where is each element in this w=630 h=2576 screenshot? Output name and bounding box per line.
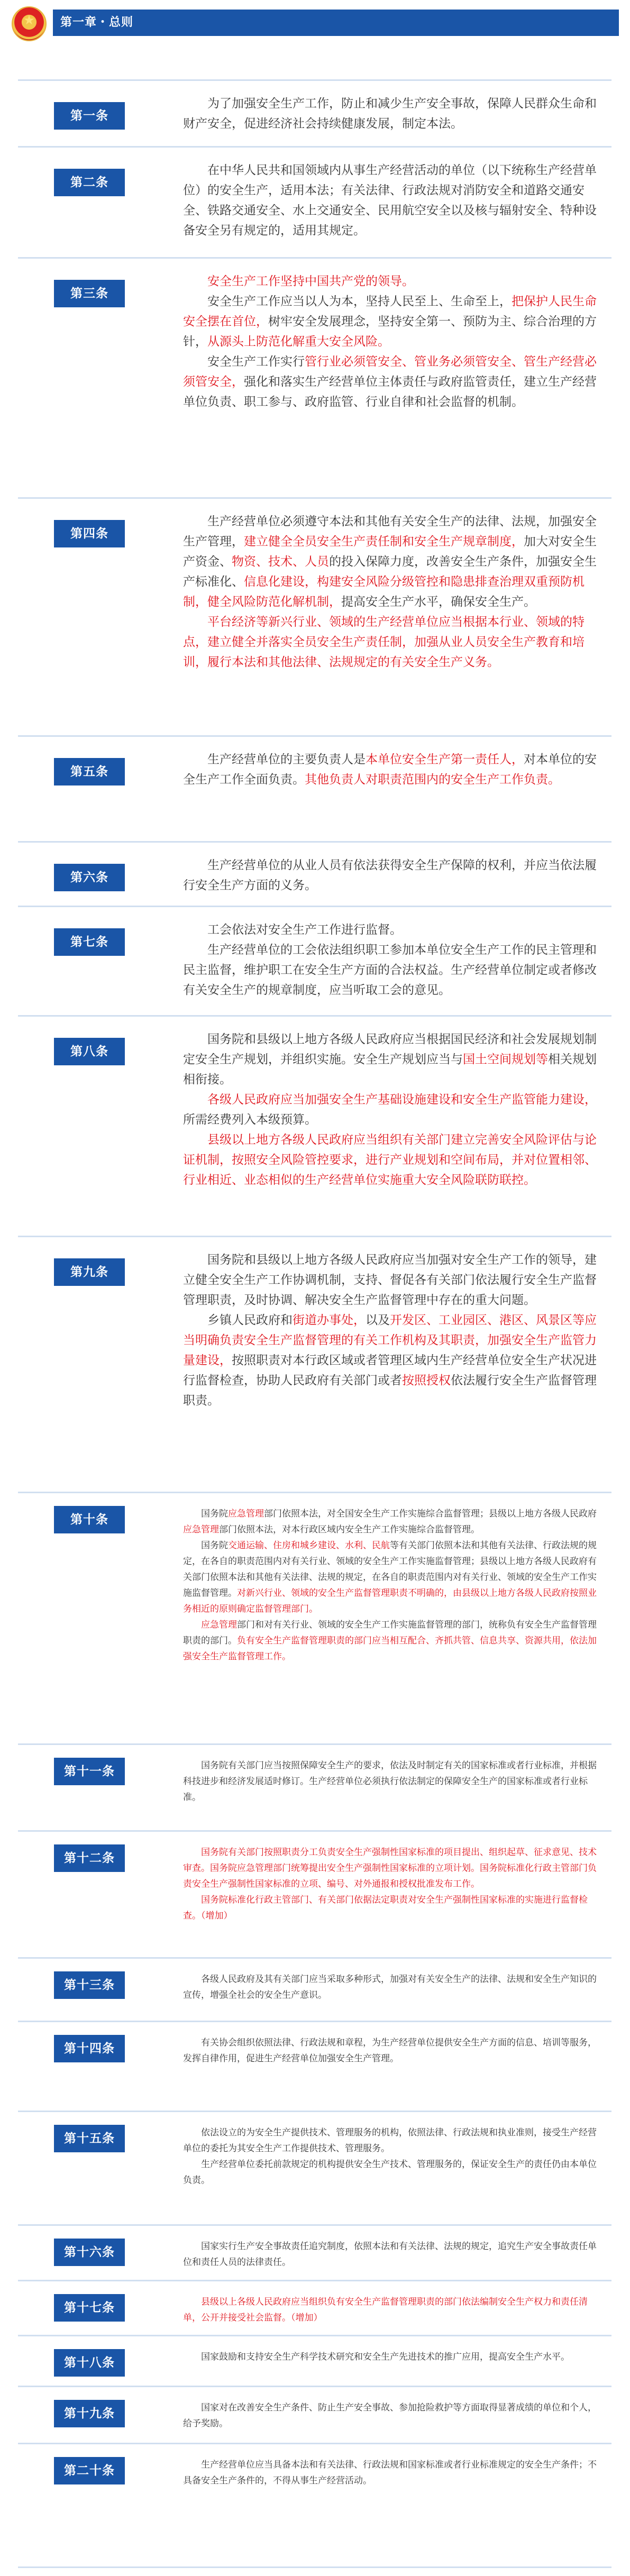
article-paragraph — [183, 1130, 601, 1190]
highlighted-text: 对新兴行业、领域的安全生产监督管理职责不明确的，由县级以上地方各级人民政府按照业务相近的原则确定监督管理部门。 — [183, 1588, 597, 1614]
article-paragraph — [183, 1971, 601, 2003]
highlighted-text: 开发区、 — [390, 1313, 439, 1327]
body-text: 强化和落实生产经营单位主体责任与政府监管责任，建立生产经营单位负责、职工参与、政府监管、行业自律和社会监督的机制。 — [183, 375, 597, 409]
article-paragraph — [183, 511, 601, 612]
article-label: 第四条 — [54, 520, 125, 547]
article-body — [183, 2125, 601, 2188]
body-text: 工会依法对安全生产工作进行监督。 — [207, 923, 402, 937]
article-paragraph — [183, 2349, 601, 2365]
article-paragraph — [183, 271, 601, 291]
body-text: 生产经营单位委托前款规定的机构提供安全生产技术、管理服务的，保证安全生产的责任仍由本单位负责。 — [183, 2159, 597, 2186]
article-body — [183, 271, 601, 412]
article-paragraph — [183, 94, 601, 134]
article-paragraph — [183, 940, 601, 1000]
article-8 — [18, 1015, 611, 1234]
article-paragraph — [183, 2400, 601, 2432]
article-label: 第二十条 — [54, 2457, 125, 2484]
highlighted-text: 街道办事处， — [293, 1313, 366, 1327]
article-label: 第十七条 — [54, 2294, 125, 2322]
article-label: 第十五条 — [54, 2125, 125, 2152]
article-5 — [18, 735, 611, 832]
article-label: 第十四条 — [54, 2035, 125, 2062]
body-text: 以及 — [366, 1313, 390, 1327]
article-label: 第五条 — [54, 758, 125, 785]
article-paragraph — [183, 2239, 601, 2270]
article-20 — [18, 2443, 611, 2566]
article-17 — [18, 2280, 611, 2329]
body-text: 树牢安全发展理念，坚持安全第一、预防为主、综合治理的方针， — [183, 315, 597, 349]
article-paragraph — [183, 352, 601, 412]
article-paragraph — [183, 1250, 601, 1310]
article-label: 第十条 — [54, 1506, 125, 1533]
body-text: 等有关部门依照本法和其他有关法律、行政法规的规定，在各自的职责范围内对有关行业、领域的安全生产工作实施监督管理；县级以上地方各级人民政府有关部门依照本法和其他有关法律、法规的规定，在各自的职责范围内对有关行业、领域的安全生产工作实施监督管理。 — [183, 1540, 597, 1598]
article-label: 第十九条 — [54, 2400, 125, 2427]
body-text: 对本单位的安全生产工作全面负责。 — [183, 753, 597, 787]
article-label: 第九条 — [54, 1258, 125, 1286]
article-12 — [18, 1830, 611, 1951]
body-text: 为了加强安全生产工作，防止和减少生产安全事故，保障人民群众生命和财产安全，促进经济社会持续健康发展，制定本法。 — [183, 97, 597, 131]
body-text: 国务院 — [201, 1540, 228, 1551]
article-body — [183, 2400, 601, 2432]
body-text: 加大对安全生产资金、 — [183, 535, 597, 569]
highlighted-text: 交通运输、住房和城乡建设、水利、民航 — [228, 1540, 390, 1551]
article-19 — [18, 2386, 611, 2435]
body-text: 部门和对有关行业、领域的安全生产工作实施监督管理的部门，统称负有安全生产监督管理职责的部门。 — [183, 1620, 597, 1646]
article-2 — [18, 146, 611, 248]
article-body — [183, 1506, 601, 1665]
article-15 — [18, 2111, 611, 2218]
bottom-divider — [18, 2566, 611, 2568]
article-label: 第十八条 — [54, 2349, 125, 2377]
article-body — [183, 2035, 601, 2067]
article-label: 第十三条 — [54, 1971, 125, 1999]
body-text: 国家对在改善安全生产条件、防止生产安全事故、参加抢险救护等方面取得显著成绩的单位和个人，给予奖励。 — [183, 2403, 597, 2429]
article-body — [183, 2294, 601, 2326]
article-paragraph — [183, 1090, 601, 1130]
highlighted-text: 应急管理 — [201, 1620, 237, 1630]
article-paragraph — [183, 160, 601, 241]
body-text: 安全生产工作应当以人为本，坚持人民至上、生命至上， — [207, 295, 512, 308]
article-label: 第七条 — [54, 928, 125, 956]
highlighted-text: 国务院标准化行政主管部门、有关部门依据法定职责对安全生产强制性国家标准的实施进行监督检查。（增加） — [183, 1895, 588, 1921]
chapter-bar — [53, 10, 619, 36]
article-paragraph — [183, 1844, 601, 1892]
body-text: 国务院和县级以上地方各级人民政府应当根据国民经济和社会发展规划制定安全生产规划，并组织实施。安全生产规划应当与 — [183, 1033, 597, 1066]
article-14 — [18, 2021, 611, 2104]
highlighted-text: 应急管理 — [183, 1524, 219, 1535]
body-text: 提高安全生产水平，确保安全生产。 — [341, 595, 536, 609]
article-paragraph — [183, 2294, 601, 2326]
highlighted-text: 按照安全风险管控要求，进行产业规划和空间布局，并对位置相邻、行业相近、业态相似的生产经营单位实施重大安全风险联防联控。 — [183, 1153, 597, 1187]
body-text: 生产经营单位应当具备本法和有关法律、行政法规和国家标准或者行业标准规定的安全生产条件；不具备安全生产条件的，不得从事生产经营活动。 — [183, 2460, 597, 2486]
article-9 — [18, 1236, 611, 1486]
body-text: 国务院 — [201, 1509, 228, 1519]
body-text: 的投入保障力度，改善安全生产条件，加强安全生产标准化、 — [183, 555, 597, 589]
article-label: 第十一条 — [54, 1758, 125, 1785]
article-paragraph — [183, 1538, 601, 1617]
article-body — [183, 2457, 601, 2489]
highlighted-text: 国务院有关部门按照职责分工负责安全生产强制性国家标准的项目提出、组织起草、征求意见、技术审查。国务院应急管理部门统筹提出安全生产强制性国家标准的立项计划。国务院标准化行政主管部门负责安全生产强制性国家标准的立项、编号、对外通报和授权批准发布工作。 — [183, 1847, 597, 1889]
article-body — [183, 160, 601, 241]
article-3 — [18, 257, 611, 491]
highlighted-text: 应急管理 — [228, 1509, 264, 1519]
highlighted-text: 其他负责人对职责范围内的安全生产工作负责。 — [305, 773, 560, 787]
article-label: 第六条 — [54, 864, 125, 891]
highlighted-text: 县级以上地方各级人民政府应当组织有关部门建立完善安全风险评估与论证机制， — [183, 1133, 597, 1167]
article-13 — [18, 1957, 611, 2017]
body-text: 安全生产工作实行 — [207, 355, 305, 369]
article-paragraph — [183, 2157, 601, 2188]
article-body — [183, 1758, 601, 1805]
article-7 — [18, 906, 611, 1010]
article-label: 第十六条 — [54, 2239, 125, 2266]
article-paragraph — [183, 1758, 601, 1805]
body-text: 国务院有关部门应当按照保障安全生产的要求，依法及时制定有关的国家标准或者行业标准，并根据科技进步和经济发展适时修订。生产经营单位必须执行依法制定的保障安全生产的国家标准或者行业标准。 — [183, 1760, 597, 1803]
star-icon: ★ — [23, 13, 35, 28]
article-paragraph — [183, 612, 601, 672]
article-10 — [18, 1492, 611, 1739]
body-text: 在中华人民共和国领域内从事生产经营活动的单位（以下统称生产经营单位）的安全生产，适用本法；有关法律、行政法规对消防安全和道路交通安全、铁路交通安全、水上交通安全、民用航空安全以及核与辐射安全、特种设备安全另有规定的，适用其规定。 — [183, 163, 597, 237]
article-body — [183, 2349, 601, 2365]
chapter-title: 第一章・总则 — [60, 16, 134, 29]
article-body — [183, 511, 601, 672]
article-paragraph — [183, 750, 601, 790]
article-body — [183, 94, 601, 134]
body-text: 生产经营单位的主要负责人是 — [207, 753, 366, 766]
body-text: 乡镇人民政府和 — [207, 1313, 293, 1327]
article-paragraph — [183, 2035, 601, 2067]
highlighted-text: 县级以上各级人民政府应当组织负有安全生产监督管理职责的部门依法编制安全生产权力和责任清单，公开并接受社会监督。（增加） — [183, 2297, 588, 2323]
highlighted-text: 本单位安全生产第一责任人， — [366, 753, 524, 766]
highlighted-text: 按照授权 — [402, 1374, 451, 1387]
article-paragraph — [183, 2457, 601, 2489]
highlighted-text: 建立健全全员安全生产责任制和安全生产规章制度， — [244, 535, 524, 549]
body-text: 国务院和县级以上地方各级人民政府应当加强对安全生产工作的领导，建立健全安全生产工作协调机制，支持、督促各有关部门依法履行安全生产监督管理职责，及时协调、解决安全生产监督管理中存在的重大问题。 — [183, 1253, 597, 1307]
article-label: 第八条 — [54, 1038, 125, 1065]
article-body — [183, 750, 601, 790]
article-label: 第十二条 — [54, 1844, 125, 1872]
article-18 — [18, 2335, 611, 2379]
highlighted-text: 信息化建设，构建安全风险分级管控和隐患排查治理双重预防机制，健全风险防范化解机制， — [183, 575, 585, 609]
article-label: 第三条 — [54, 280, 125, 307]
article-body — [183, 1029, 601, 1190]
highlighted-text: 把保护人民生命安全摆在首位， — [183, 295, 597, 328]
body-text: 国家实行生产安全事故责任追究制度，依照本法和有关法律、法规的规定，追究生产安全事故责任单位和责任人员的法律责任。 — [183, 2241, 597, 2268]
highlighted-text: 管行业必须管安全、管业务必须管安全、管生产经营必须管安全， — [183, 355, 597, 389]
article-1 — [18, 79, 611, 144]
highlighted-text: 物资、技术、人员 — [232, 555, 329, 569]
highlighted-text: 安全生产工作坚持中国共产党的领导。 — [207, 275, 414, 288]
article-label: 第二条 — [54, 169, 125, 196]
highlighted-text: 国土空间规划等 — [463, 1053, 548, 1066]
article-paragraph — [183, 1506, 601, 1538]
article-paragraph — [183, 2125, 601, 2157]
article-paragraph — [183, 1310, 601, 1411]
body-text: 生产经营单位的工会依法组织职工参加本单位安全生产工作的民主管理和民主监督，维护职工在安全生产方面的合法权益。生产经营单位制定或者修改有关安全生产的规章制度，应当听取工会的意见。 — [183, 943, 597, 997]
body-text: 部门依照本法，对本行政区域内安全生产工作实施综合监督管理。 — [219, 1524, 480, 1535]
article-4 — [18, 497, 611, 732]
body-text: 各级人民政府及其有关部门应当采取多种形式，加强对有关安全生产的法律、法规和安全生产知识的宣传，增强全社会的安全生产意识。 — [183, 1974, 597, 2000]
article-body — [183, 2239, 601, 2270]
article-label: 第一条 — [54, 102, 125, 130]
article-body — [183, 855, 601, 896]
body-text: 按照职责对本行政区域或者管理区域内生产经营单位安全生产状况进行监督检查，协助人民政府有关部门或者 — [183, 1354, 597, 1387]
article-paragraph — [183, 1892, 601, 1924]
body-text: 相关规划相衔接。 — [183, 1053, 597, 1086]
article-paragraph — [183, 855, 601, 896]
article-body — [183, 1844, 601, 1924]
chapter-header — [0, 0, 630, 58]
body-text: 依法设立的为安全生产提供技术、管理服务的机构，依照法律、行政法规和执业准则，接受生产经营单位的委托为其安全生产工作提供技术、管理服务。 — [183, 2127, 597, 2154]
article-paragraph — [183, 920, 601, 940]
article-6 — [18, 841, 611, 903]
article-body — [183, 1971, 601, 2003]
highlighted-text: 负有安全生产监督管理职责的部门应当相互配合、齐抓共管、信息共享、资源共用，依法加强安全生产监督管理工作。 — [183, 1636, 597, 1662]
highlighted-text: 各级人民政府应当加强安全生产基础设施建设和安全生产监管能力建设， — [207, 1093, 597, 1107]
article-paragraph — [183, 291, 601, 352]
body-text: 部门依照本法，对全国安全生产工作实施综合监督管理；县级以上地方各级人民政府 — [264, 1509, 597, 1519]
body-text: 生产经营单位必须遵守本法和其他有关安全生产的法律、法规，加强安全生产管理， — [183, 515, 597, 549]
highlighted-text: 从源头上防范化解重大安全风险。 — [207, 335, 390, 349]
article-16 — [18, 2224, 611, 2273]
article-paragraph — [183, 1617, 601, 1665]
body-text: 国家鼓励和支持安全生产科学技术研究和安全生产先进技术的推广应用，提高安全生产水平。 — [201, 2352, 570, 2362]
highlighted-text: 平台经济等新兴行业、领域的生产经营单位应当根据本行业、领域的特点，建立健全并落实全员安全生产责任制，加强从业人员安全生产教育和培训，履行本法和其他法律、法规规定的有关安全生产义务。 — [183, 615, 585, 669]
body-text: 所需经费列入本级预算。 — [183, 1113, 317, 1127]
body-text: 依法履行安全生产监督管理职责。 — [183, 1374, 597, 1408]
body-text: 有关协会组织依照法律、行政法规和章程，为生产经营单位提供安全生产方面的信息、培训等服务，发挥自律作用，促进生产经营单位加强安全生产管理。 — [183, 2038, 597, 2064]
article-body — [183, 1250, 601, 1411]
article-11 — [18, 1743, 611, 1824]
national-emblem-icon — [12, 6, 47, 41]
body-text: 生产经营单位的从业人员有依法获得安全生产保障的权利，并应当依法履行安全生产方面的义务。 — [183, 858, 597, 892]
article-paragraph — [183, 1029, 601, 1090]
article-body — [183, 920, 601, 1000]
highlighted-text: 工业园区、港区、风景区等应当明确负责安全生产监督管理的有关工作机构及其职责，加强安全生产监管力量建设， — [183, 1313, 597, 1367]
